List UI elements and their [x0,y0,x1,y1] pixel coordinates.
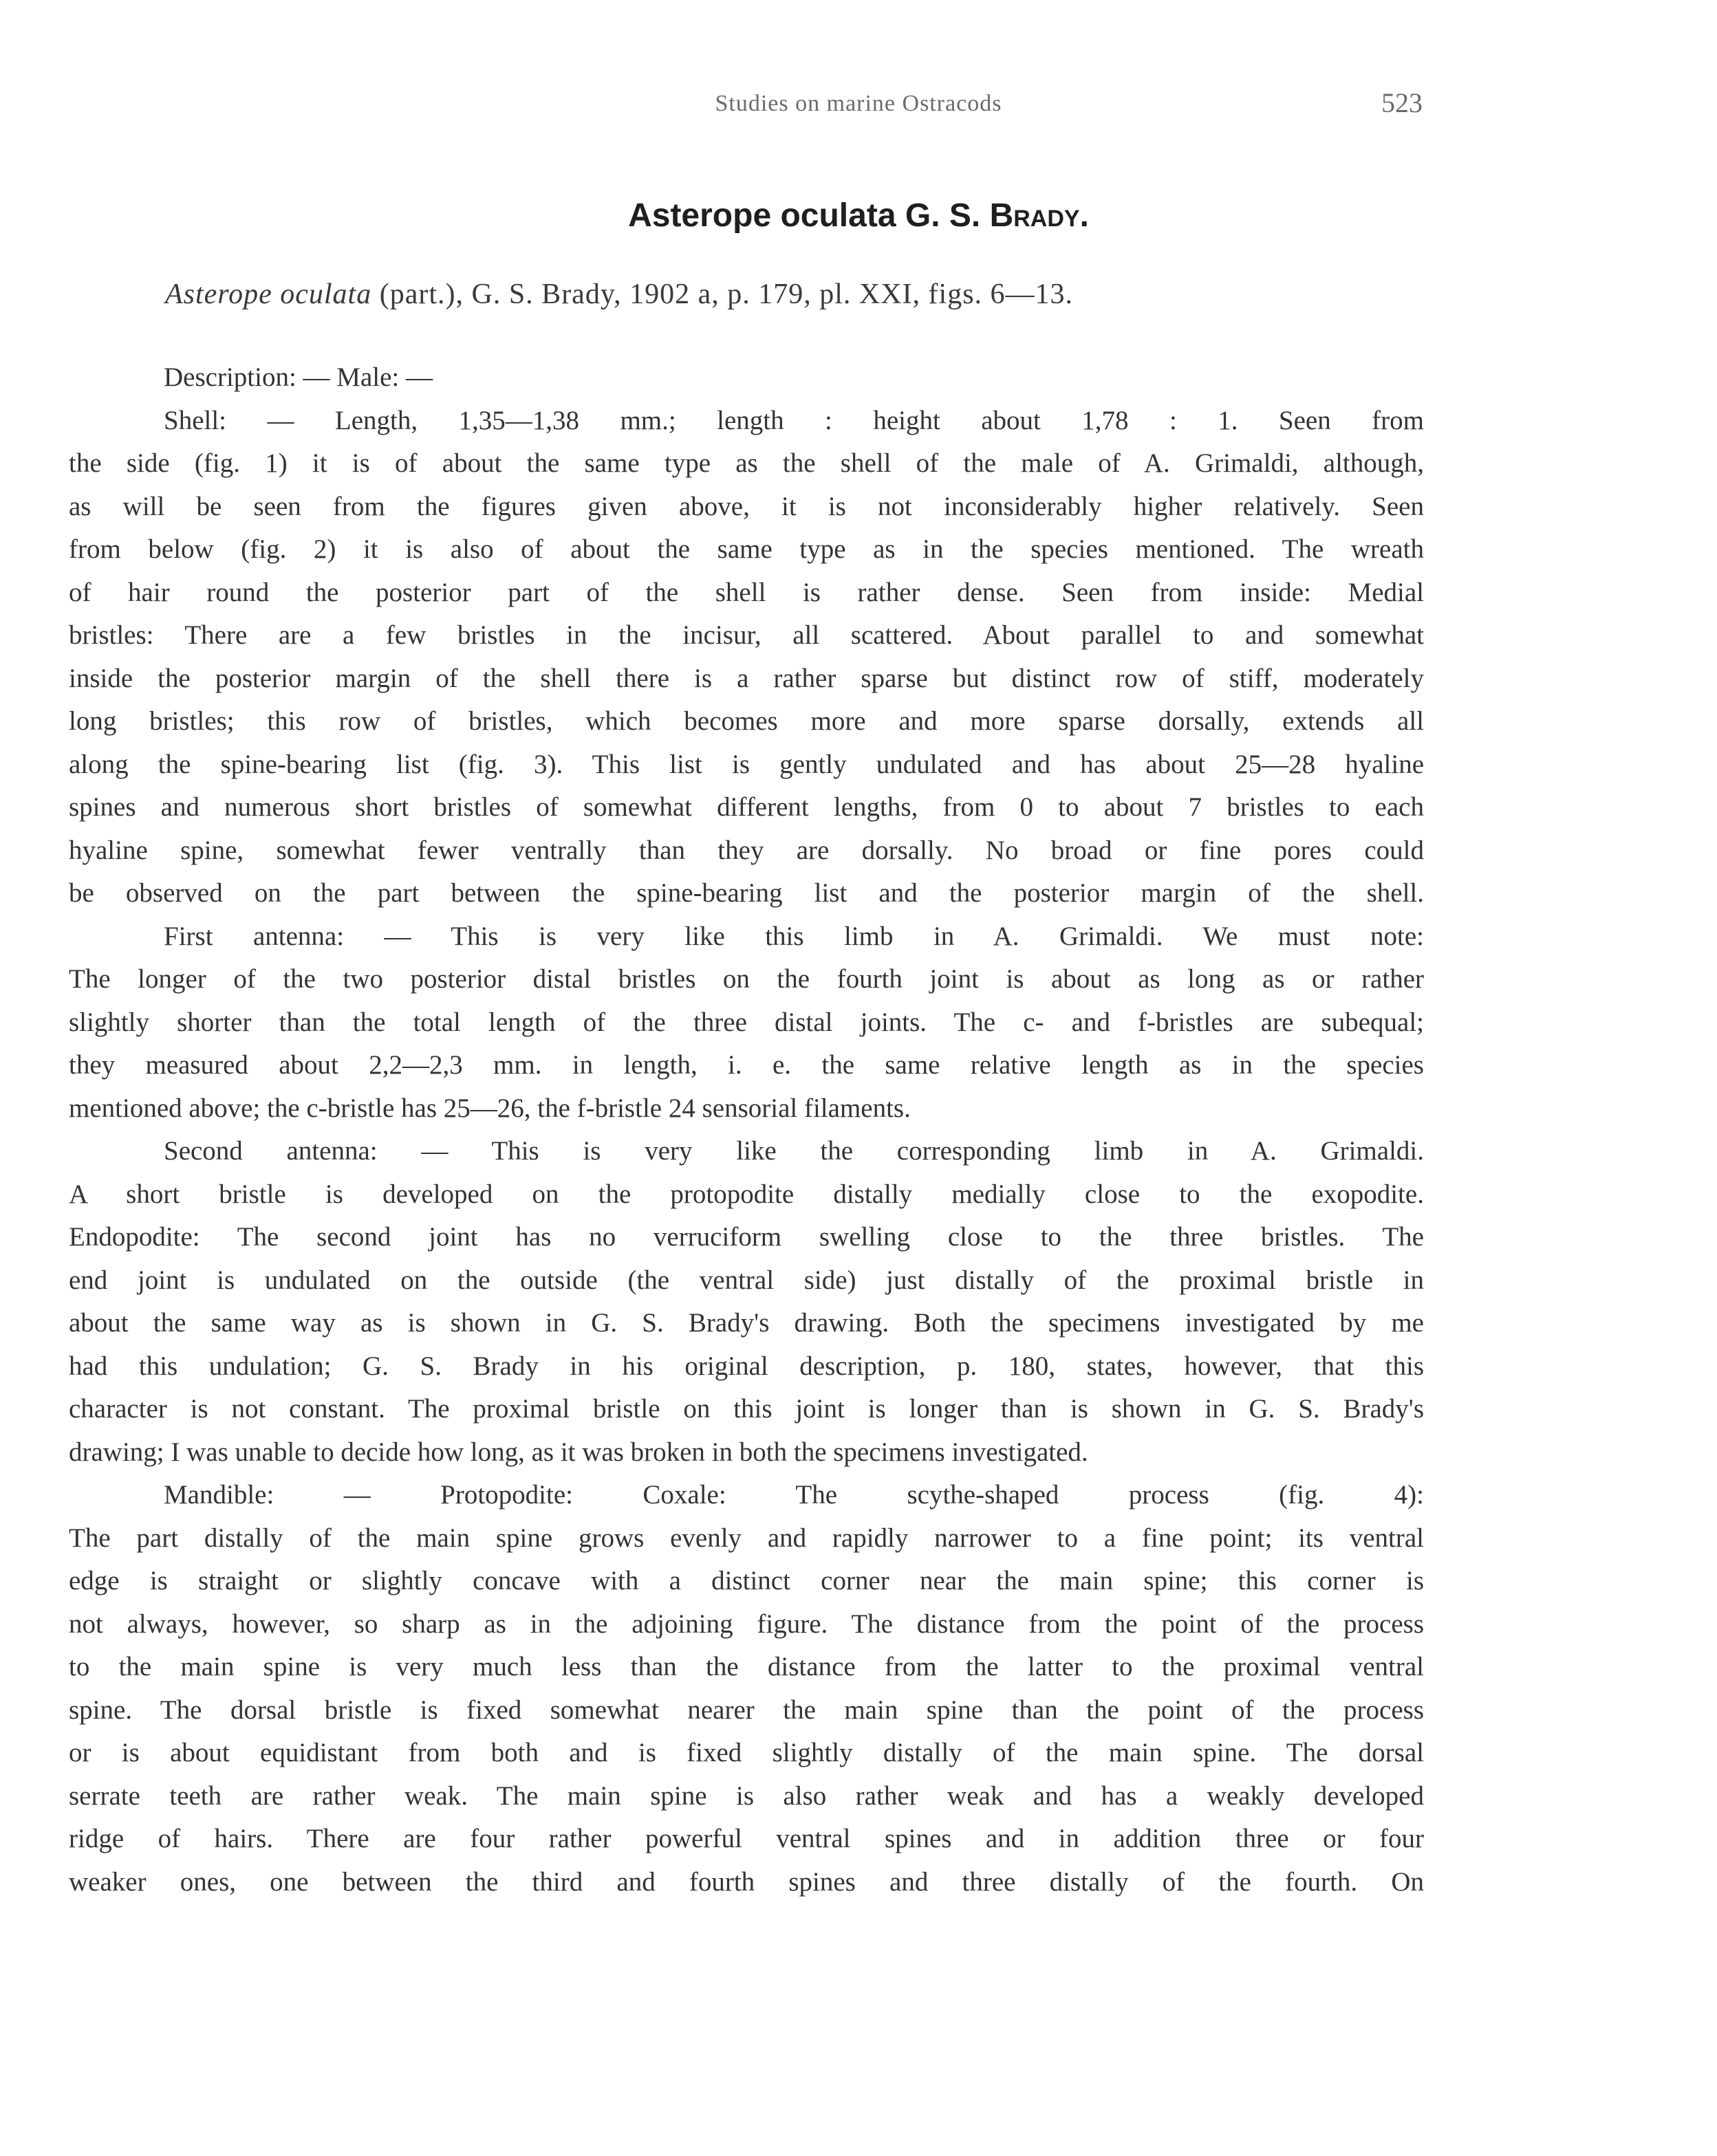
text-line: of hair round the posterior part of the shell is rather dense. Seen from inside: Medial [69,577,1424,607]
text-line: inside the posterior margin of the shell there is a rather sparse but distinct row of stiff, moderately [69,663,1424,693]
text-line: First antenna: — This is very like this limb in A. Grimaldi. We must note: [164,921,1424,951]
page-number: 523 [1381,87,1423,118]
species-name: Asterope oculata G. S. [628,197,981,234]
text-line: serrate teeth are rather weak. The main spine is also rather weak and has a weakly developed [69,1781,1424,1811]
text-line: as will be seen from the figures given above, it is not inconsiderably higher relatively. Seen [69,491,1424,521]
text-line: ridge of hairs. There are four rather powerful ventral spines and in addition three or four [69,1824,1424,1853]
text-line: from below (fig. 2) it is also of about the same type as in the species mentioned. The wreath [69,534,1424,564]
text-line: the side (fig. 1) it is of about the same type as the shell of the male of A. Grimaldi, although, [69,448,1424,478]
text-line: bristles: There are a few bristles in the incisur, all scattered. About parallel to and somewhat [69,620,1424,650]
text-line: they measured about 2,2—2,3 mm. in length, i. e. the same relative length as in the species [69,1050,1424,1080]
synonymy-line [165,278,1472,311]
text-line: about the same way as is shown in G. S. Brady's drawing. Both the specimens investigated by me [69,1308,1424,1338]
running-header: Studies on marine Ostracods [715,91,1002,116]
text-line: along the spine-bearing list (fig. 3). This list is gently undulated and has about 25—28 hyaline [69,749,1424,779]
species-title [0,197,1717,235]
text-line: be observed on the part between the spine-bearing list and the posterior margin of the shell. [69,878,1424,908]
synonym-name: Asterope oculata [165,279,372,310]
text-line: slightly shorter than the total length of the three distal joints. The c- and f-bristles are subequal; [69,1007,1424,1037]
text-line: The part distally of the main spine grows evenly and rapidly narrower to a fine point; its ventral [69,1523,1424,1553]
text-line: end joint is undulated on the outside (the ventral side) just distally of the proximal bristle in [69,1265,1424,1295]
text-line: Mandible: — Protopodite: Coxale: The scythe-shaped process (fig. 4): [164,1480,1424,1510]
text-line: or is about equidistant from both and is fixed slightly distally of the main spine. The dorsal [69,1738,1424,1767]
text-line: had this undulation; G. S. Brady in his original description, p. 180, states, however, that this [69,1351,1424,1381]
text-line: to the main spine is very much less than the distance from the latter to the proximal ventral [69,1652,1424,1681]
text-line: mentioned above; the c-bristle has 25—26, the f-bristle 24 sensorial filaments. [69,1093,911,1123]
text-line: spines and numerous short bristles of somewhat different lengths, from 0 to about 7 bristles to each [69,792,1424,822]
text-line: The longer of the two posterior distal bristles on the fourth joint is about as long as or rather [69,964,1424,994]
text-line: character is not constant. The proximal bristle on this joint is longer than is shown in G. S. Brady's [69,1394,1424,1424]
text-line: Description: — Male: — [164,362,433,392]
text-line: weaker ones, one between the third and fourth spines and three distally of the fourth. On [69,1866,1424,1897]
text-line: hyaline spine, somewhat fewer ventrally than they are dorsally. No broad or fine pores could [69,835,1424,865]
text-line: spine. The dorsal bristle is fixed somewhat nearer the main spine than the point of the process [69,1695,1424,1725]
text-line: drawing; I was unable to decide how long, as it was broken in both the specimens investigated. [69,1437,1088,1467]
text-line: edge is straight or slightly concave with a distinct corner near the main spine; this corner is [69,1566,1424,1596]
synonym-citation: (part.), G. S. Brady, 1902 a, p. 179, pl. XXI, figs. 6—13. [371,279,1074,310]
text-line: Endopodite: The second joint has no verruciform swelling close to the three bristles. The [69,1222,1424,1252]
text-line: Shell: — Length, 1,35—1,38 mm.; length : height about 1,78 : 1. Seen from [164,405,1424,435]
text-line: A short bristle is developed on the protopodite distally medially close to the exopodite. [69,1179,1424,1209]
body-text [69,356,1424,1904]
text-line: Second antenna: — This is very like the corresponding limb in A. Grimaldi. [164,1136,1424,1166]
species-author: Brady. [989,197,1089,234]
text-line: long bristles; this row of bristles, which becomes more and more sparse dorsally, extends all [69,706,1424,736]
text-line: not always, however, so sharp as in the adjoining figure. The distance from the point of the process [69,1609,1424,1639]
